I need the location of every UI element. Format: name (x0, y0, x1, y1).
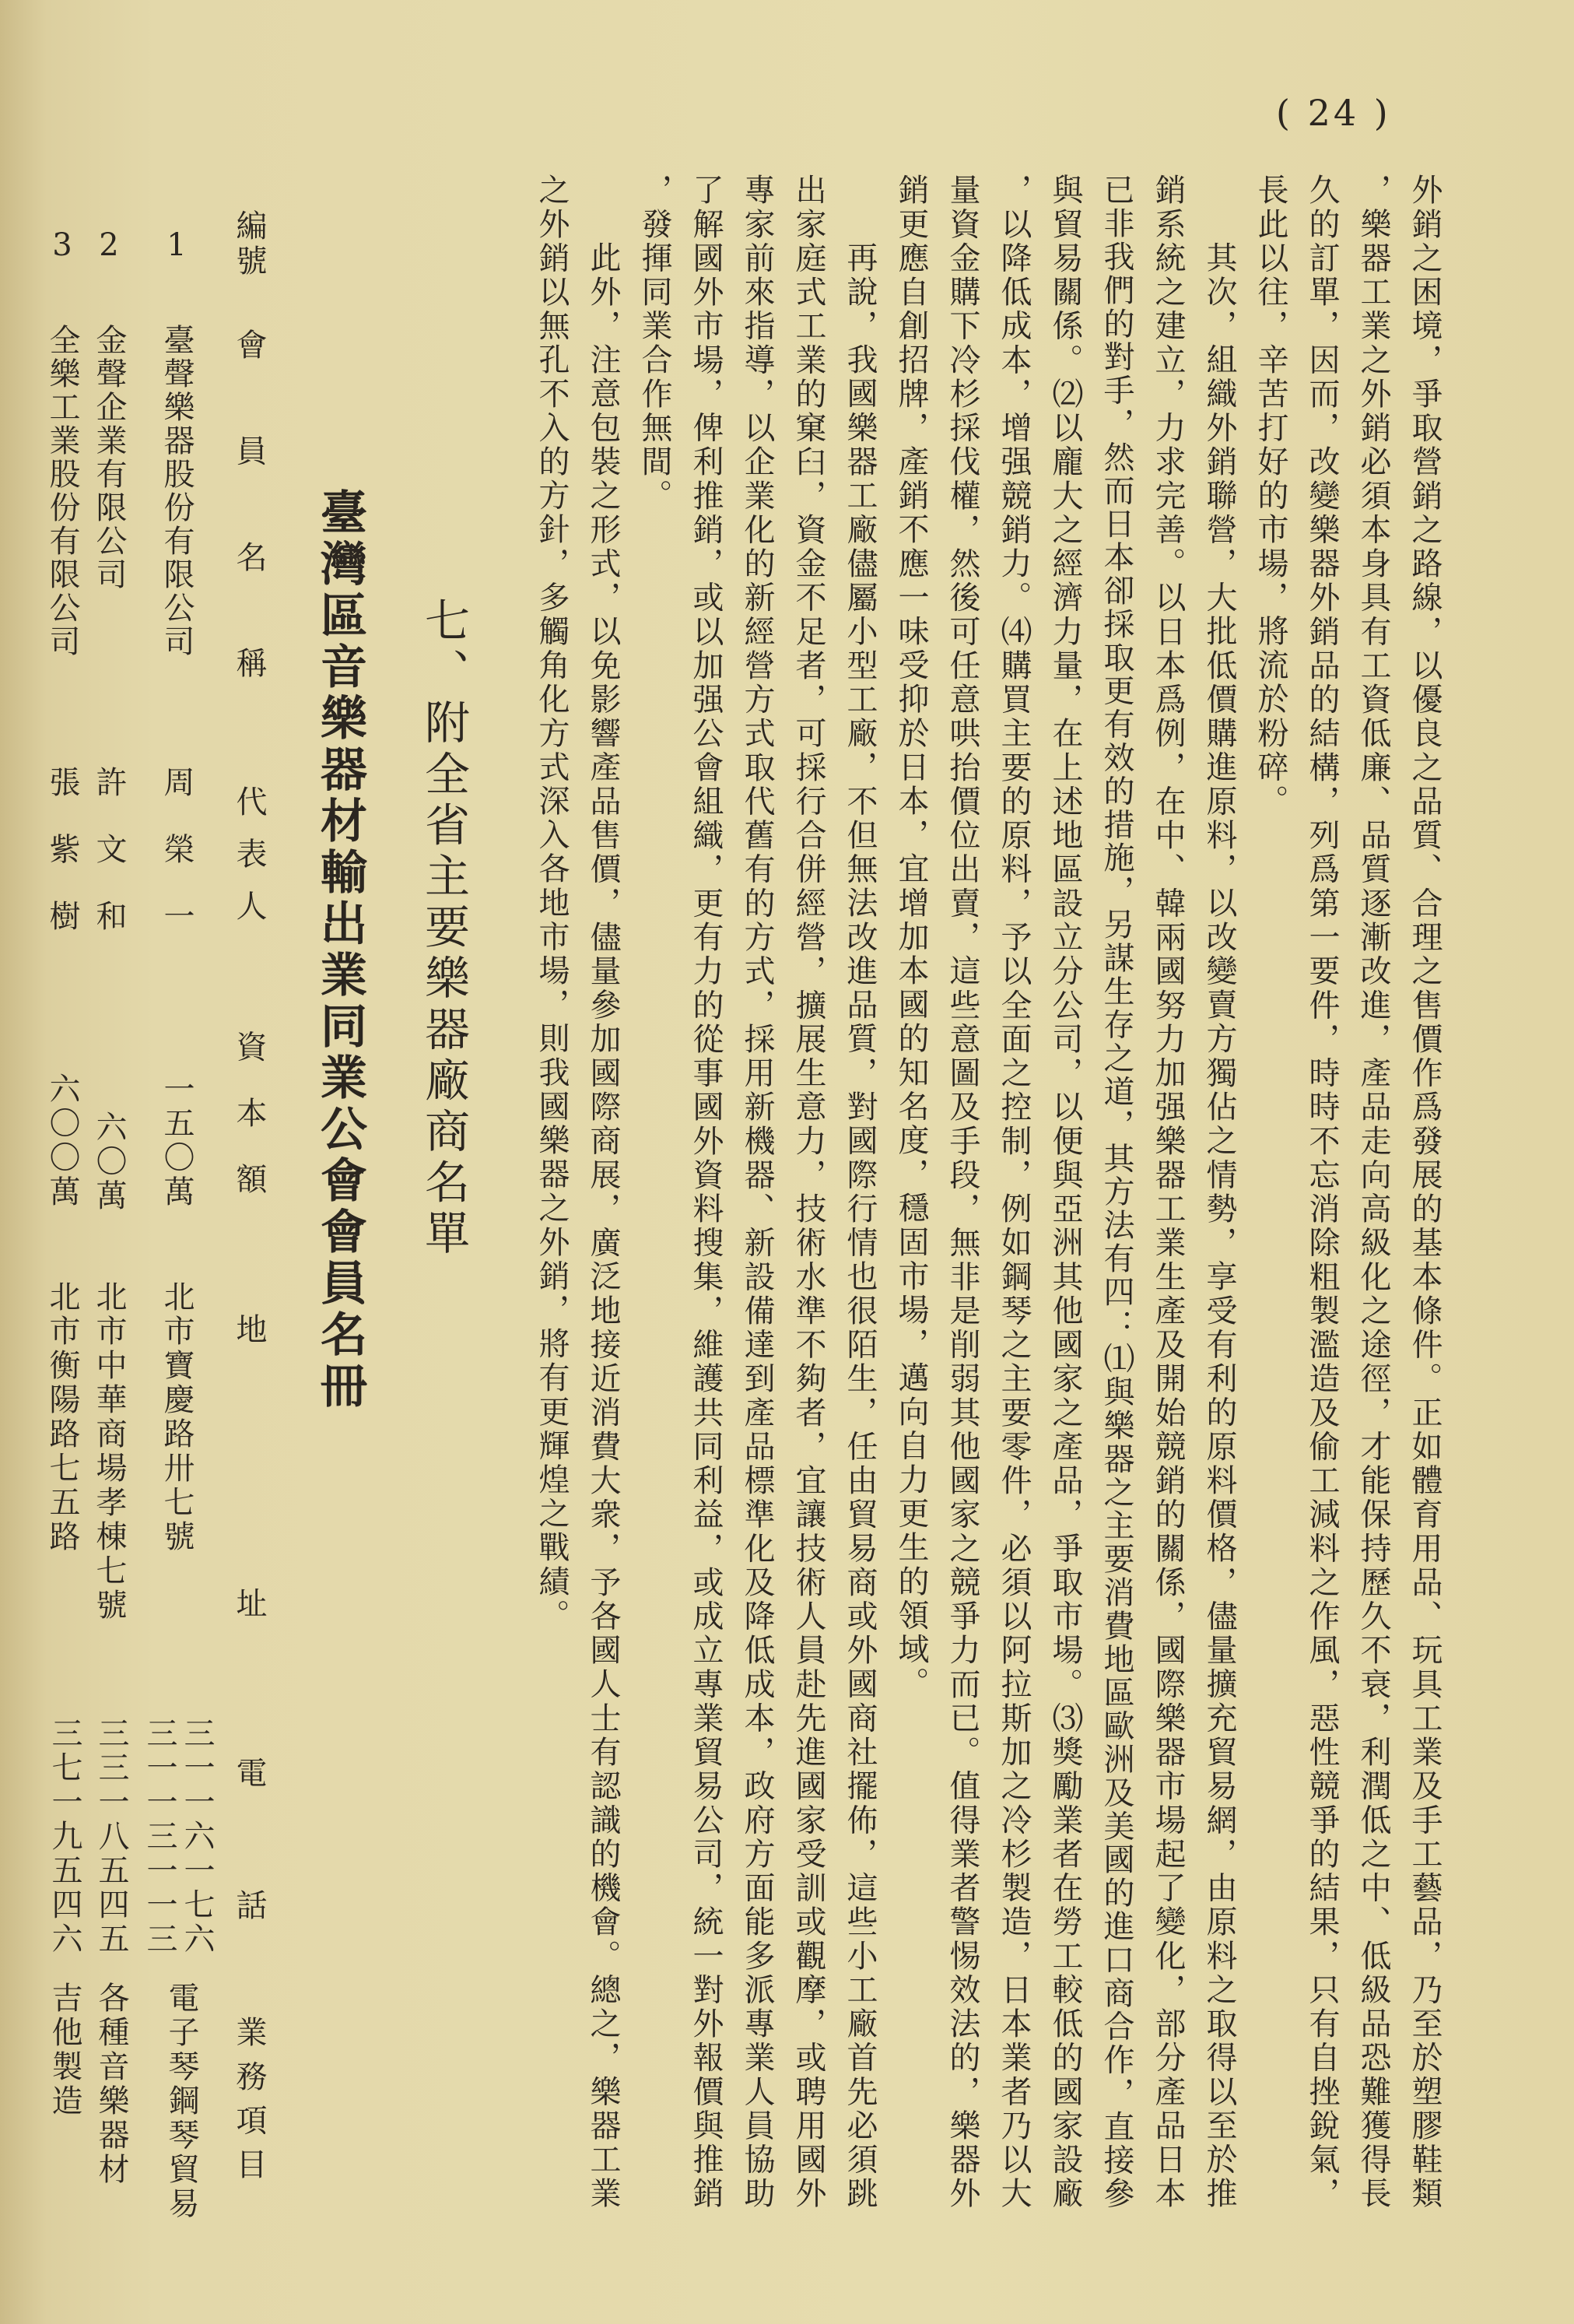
text-column: 銷系統之建立，力求完善。以日本爲例，在中、韓兩國努力加强樂器工業生產及開始競銷的關係，國際樂器市場起了變化，部分產品日本 (1150, 174, 1186, 2208)
text-column: ，以降低成本，增强競銷力。⑷購買主要的原料，予以全面之控制，例如鋼琴之主要零件，必須以阿拉斯加之冷杉製造，日本業者乃以大 (996, 174, 1032, 2208)
phone: 三七一九五四六 (47, 1717, 82, 1957)
text-column: 再說，我國樂器工廠儘屬小型工廠，不但無法改進品質，對國際行情也很陌生，任由貿易商或外國商社擺佈，這些小工廠首先必須跳 (842, 241, 878, 2208)
section-heading: 七、附全省主要樂器廠商名單 (417, 597, 470, 1261)
text-column: 了解國外市場，俾利推銷，或以加强公會組織，更有力的從事國外資料搜集，維護共同利益，或成立專業貿易公司，統一對外報價與推銷 (688, 174, 724, 2208)
text-column: 量資金購下冷杉採伐權，然後可任意哄抬價位出賣，這些意圖及手段，無非是削弱其他國家之競爭力而已。值得業者警惕效法的，樂器外 (945, 174, 980, 2208)
text-column: 專家前來指導，以企業化的新經營方式取代舊有的方式，採用新機器、新設備達到產品標準化及降低成本，政府方面能多派專業人員協助 (739, 174, 775, 2208)
list-title: 臺灣區音樂器材輸出業同業公會會員名冊 (313, 488, 367, 1413)
text-column: 其次，組織外銷聯營，大批低價購進原料，以改變賣方獨佔之情勢，享受有利的原料價格，儘量擴充貿易網，由原料之取得以至於推 (1201, 241, 1237, 2208)
phone: 三一一三一一三 (142, 1717, 177, 1957)
address: 北市寶慶路卅七號 (159, 1280, 195, 1554)
phone: 三一一六一七六 (179, 1717, 215, 1957)
text-column: 銷更應自創招牌，產銷不應一味受抑於日本，宜增加本國的知名度，穩固市場，邁向自力更生的領域。 (893, 174, 929, 1701)
business: 電子琴鋼琴貿易 (163, 1982, 199, 2221)
header-address: 地址 (231, 1313, 267, 1618)
text-column: 久的訂單，因而，改變樂器外銷品的結構，列爲第一要件，時時不忘消除粗製濫造及偷工減料之作風，惡性競爭的結果，只有自挫銳氣， (1304, 174, 1340, 2208)
representative: 許文和 (91, 766, 127, 931)
text-column: 已非我們的對手，然而日本卻採取更有效的措施，另謀生存之道，其方法有四：⑴與樂器之主要消費地區歐洲及美國的進口商合作，直接參 (1099, 174, 1134, 2208)
member-name: 臺聲樂器股份有限公司 (159, 324, 195, 658)
header-member-name: 會員名稱 (231, 328, 267, 678)
member-name: 全樂工業股份有限公司 (44, 324, 80, 658)
text-column: 外銷之困境，爭取營銷之路線，以優良之品質、合理之售價作爲發展的基本條件。正如體育用品、玩具工業及手工藝品，乃至於塑膠鞋類 (1407, 174, 1443, 2208)
text-column: ，樂器工業之外銷必須本身具有工資低廉、品質逐漸改進，產品走向高級化之途徑，才能保持歷久不衰，利潤低之中、低級品恐難獲得長 (1355, 174, 1391, 2208)
header-number: 編號 (231, 209, 267, 279)
text-column: 之外銷以無孔不入的方針，多觸角化方式深入各地市場，則我國樂器之外銷，將有更輝煌之戰績。 (534, 174, 570, 1633)
text-column: 出家庭式工業的窠臼，資金不足者，可採行合併經營，擴展生意力，技術水準不夠者，宜讓技術人員赴先進國家受訓或觀摩，或聘用國外 (791, 174, 826, 2208)
text-column: 長此以往，辛苦打好的市場，將流於粉碎。 (1253, 174, 1288, 819)
text-column: 與貿易關係。⑵以龐大之經濟力量，在上述地區設立分公司，以便與亞洲其他國家之產品，爭取市場。⑶獎勵業者在勞工較低的國家設廠 (1047, 174, 1083, 2208)
header-capital: 資本額 (231, 1030, 267, 1194)
business: 吉他製造 (47, 1982, 82, 2119)
business: 各種音樂器材 (93, 1982, 129, 2187)
row-number: 3 (44, 227, 80, 266)
header-representative: 代表人 (231, 785, 267, 921)
page-number: ( 24 ) (1276, 92, 1391, 134)
text-column: 此外，注意包裝之形式，以免影響產品售價，儘量參加國際商展，廣泛地接近消費大衆，予各國人士有認識的機會。總之，樂器工業 (585, 241, 621, 2208)
address: 北市衡陽路七五路 (44, 1280, 80, 1554)
representative: 張紫樹 (44, 766, 80, 931)
member-name: 金聲企業有限公司 (91, 324, 127, 592)
representative: 周榮一 (159, 766, 195, 931)
row-number: 2 (91, 227, 127, 266)
row-number: 1 (159, 227, 195, 266)
header-business: 業務項目 (231, 2016, 267, 2179)
capital: 六〇萬 (91, 1111, 127, 1213)
text-column: ，發揮同業合作無間。 (636, 174, 672, 513)
capital: 六〇〇萬 (44, 1072, 80, 1209)
address: 北市中華商場孝棟七號 (91, 1280, 127, 1623)
capital: 一五〇萬 (159, 1072, 195, 1209)
header-phone: 電話 (231, 1757, 267, 1920)
phone: 三三一八五四五 (93, 1717, 129, 1957)
